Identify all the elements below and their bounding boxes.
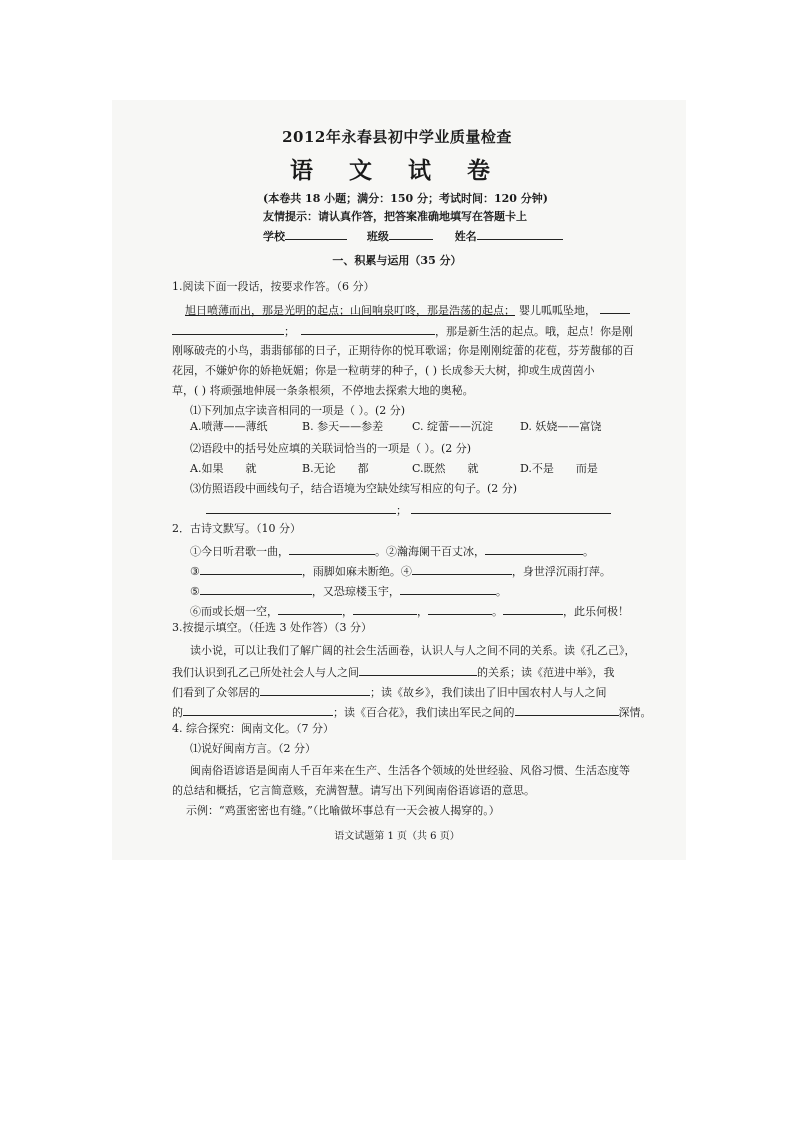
class-blank	[389, 228, 433, 240]
q3-prompt: 3.按提示填空。（任选 3 处作答）（3 分）	[172, 621, 372, 634]
q1-sub3-answer-line: ；	[206, 502, 611, 518]
section-heading: 一、积累与运用（35 分）	[332, 254, 462, 267]
q2-line3: ⑤ ，又恐琼楼玉宇， 。	[190, 585, 507, 598]
q1-passage-line3: 刚啄破壳的小鸟，翡翡郁郁的日子，正期待你的悦耳歌谣；你是刚刚绽蕾的花苞，芬芳馥郁的百	[172, 344, 634, 357]
q1-underlined-sentence: 旭日喷薄而出，那是光明的起点；山间响泉叮咚，那是浩荡的起点；	[185, 304, 515, 317]
school-blank	[285, 228, 347, 240]
friendly-tip: 友情提示：请认真作答，把答案准确地填写在答题卡上	[263, 210, 527, 223]
page-footer: 语文试题第 1 页（共 6 页）	[334, 831, 460, 842]
name-label: 姓名	[454, 230, 477, 243]
q4-text-line2: 的总结和概括，它言简意赅，充满智慧。请写出下列闽南俗语谚语的意思。	[172, 784, 535, 797]
subject-title: 语 文 试 卷	[289, 157, 505, 184]
class-label: 班级	[366, 230, 389, 243]
q2-line4: ⑥而或长烟一空， ， ， 。 ，此乐何极！	[190, 605, 629, 618]
q1-passage-line5: 草，( ) 将顽强地伸展一条条根须，不停地去探索大地的奥秘。	[172, 384, 474, 397]
name-blank	[477, 228, 563, 240]
q2-prompt: 2．古诗文默写。（10 分）	[172, 522, 301, 535]
q1-sub2: ⑵语段中的括号处应填的关联词恰当的一项是（ ）。(2 分)	[190, 442, 472, 455]
q4-example: 示例：“鸡蛋密密也有缝。”（比喻做坏事总有一天会被人揭穿的。）	[186, 804, 500, 817]
q1-prompt: 1.阅读下面一段话，按要求作答。（6 分）	[172, 280, 375, 293]
q2-line1: ①今日听君歌一曲， 。②瀚海阑干百丈冰， 。	[190, 545, 594, 558]
q1-sub3: ⑶仿照语段中画线句子，结合语境为空缺处续写相应的句子。(2 分)	[190, 482, 518, 495]
student-info-row	[263, 228, 563, 244]
q4-sub1: ⑴说好闽南方言。（2 分）	[190, 742, 316, 755]
q2-line2: ③ ，雨脚如麻未断绝。④ ，身世浮沉雨打萍。	[190, 565, 611, 578]
q3-line4: 的 ；读《百合花》，我们读出军民之间的 深情。	[172, 706, 652, 719]
q3-line3: 们看到了众邻居的 ；读《故乡》，我们读出了旧中国农村人与人之间	[172, 686, 607, 699]
q3-line2: 我们认识到孔乙己所处社会人与人之间 的关系；读《范进中举》，我	[172, 666, 615, 679]
q3-line1: 读小说，可以让我们了解广阔的社会生活画卷，认识人与人之间不同的关系。读《孔乙己》，	[190, 644, 636, 657]
q1-passage-line1: 旭日喷薄而出，那是光明的起点；山间响泉叮咚，那是浩荡的起点； 婴儿呱呱坠地，	[185, 302, 630, 318]
q1-passage-line4: 花园，不嫌妒你的娇艳妩媚；你是一粒萌芽的种子，( ) 长成参天大树，抑或生成茵茵小	[172, 364, 595, 377]
q4-text-line1: 闽南俗语谚语是闽南人千百年来在生产、生活各个领域的处世经验、风俗习惯、生活态度等	[190, 764, 630, 777]
q1-sub1: ⑴下列加点字读音相同的一项是（ ）。(2 分)	[190, 404, 406, 417]
q1-passage-line2: ； ，那是新生活的起点。哦，起点！你是刚	[172, 323, 633, 339]
exam-info: (本卷共 18 小题；满分：150 分；考试时间：120 分钟)	[263, 192, 548, 205]
exam-title: 2012年永春县初中学业质量检查	[282, 128, 512, 146]
school-label: 学校	[263, 230, 285, 243]
q4-prompt: 4. 综合探究：闽南文化。（7 分）	[172, 722, 334, 735]
